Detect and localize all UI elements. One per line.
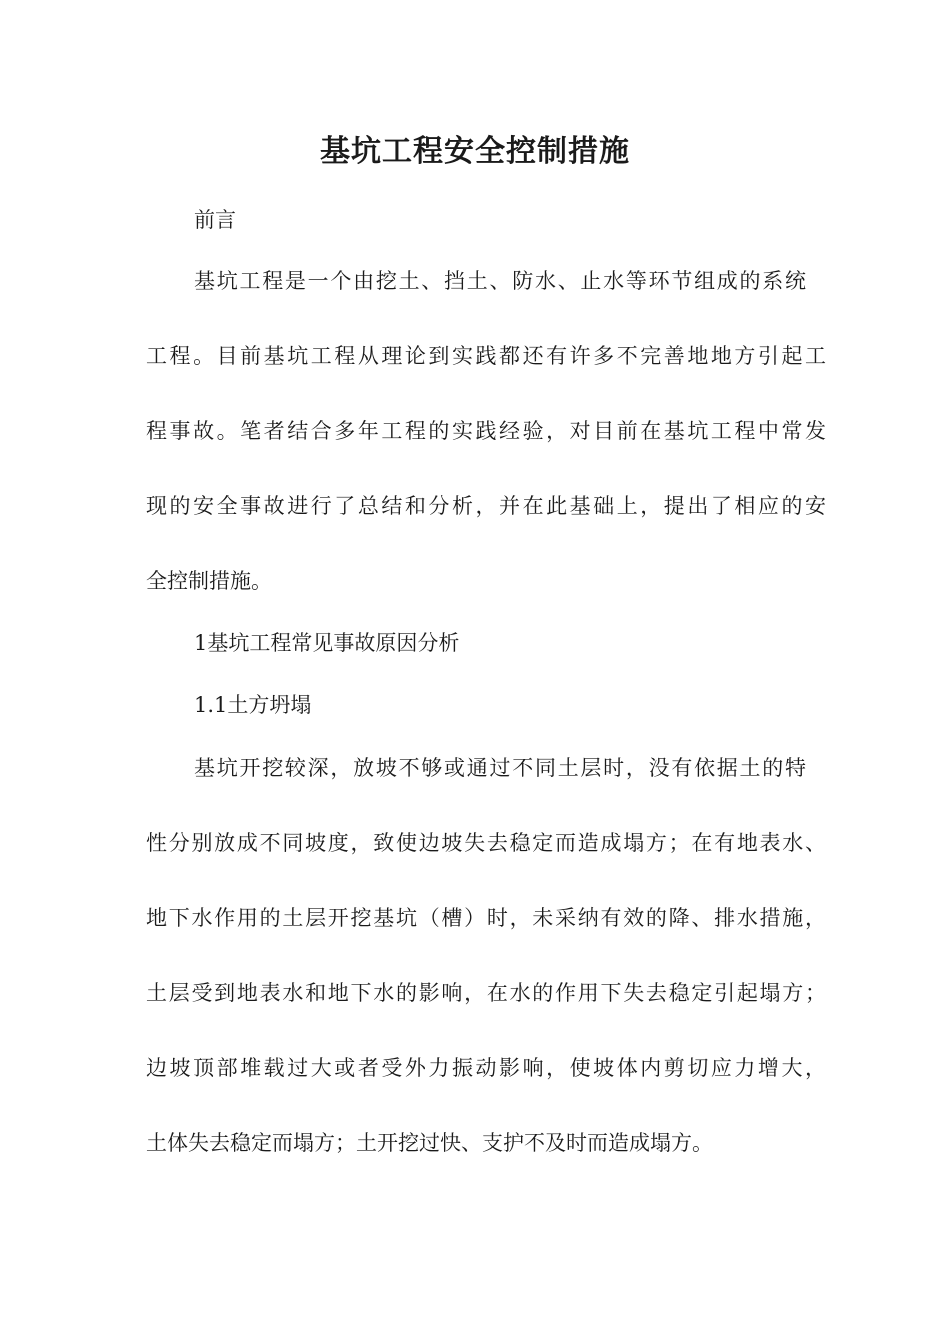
paragraph-line: 基坑工程是一个由挖土、挡土、防水、止水等环节组成的系统 bbox=[194, 269, 806, 293]
paragraph-line: 土层受到地表水和地下水的影响，在水的作用下失去稳定引起塌方； bbox=[146, 981, 826, 1005]
paragraph-line: 地下水作用的土层开挖基坑（槽）时，未采纳有效的降、排水措施， bbox=[146, 906, 826, 930]
paragraph-line: 现的安全事故进行了总结和分析，并在此基础上，提出了相应的安 bbox=[146, 494, 826, 518]
subsection-heading: 1.1土方坍塌 bbox=[194, 693, 312, 717]
paragraph-line: 边坡顶部堆载过大或者受外力振动影响，使坡体内剪切应力增大， bbox=[146, 1056, 826, 1080]
paragraph-line: 程事故。笔者结合多年工程的实践经验，对目前在基坑工程中常发 bbox=[146, 419, 826, 443]
paragraph-line: 工程。目前基坑工程从理论到实践都还有许多不完善地地方引起工 bbox=[146, 344, 826, 368]
paragraph-line: 全控制措施。 bbox=[146, 569, 272, 593]
paragraph-line: 土体失去稳定而塌方；土开挖过快、支护不及时而造成塌方。 bbox=[146, 1131, 713, 1155]
section-heading: 1基坑工程常见事故原因分析 bbox=[194, 631, 460, 655]
paragraph-line: 基坑开挖较深，放坡不够或通过不同土层时，没有依据土的特 bbox=[194, 756, 806, 780]
document-title: 基坑工程安全控制措施 bbox=[320, 134, 630, 169]
preface-heading: 前言 bbox=[194, 208, 236, 232]
paragraph-line: 性分别放成不同坡度，致使边坡失去稳定而造成塌方；在有地表水、 bbox=[146, 831, 826, 855]
